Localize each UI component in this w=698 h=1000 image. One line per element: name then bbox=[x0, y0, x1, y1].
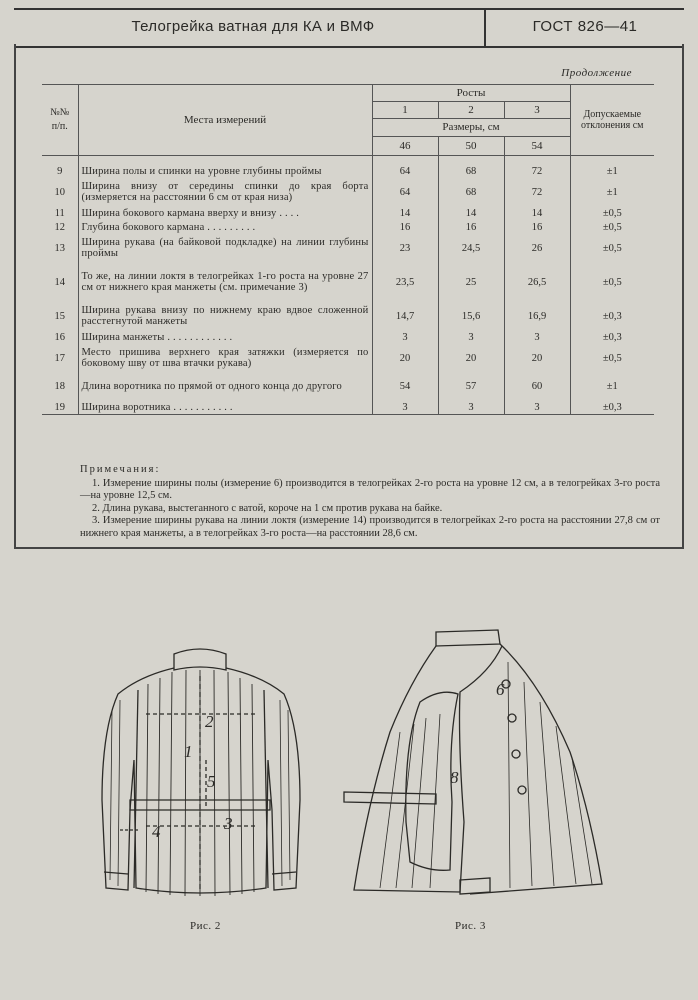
row-value-size-50: 16 bbox=[438, 220, 504, 234]
row-tolerance: ±0,3 bbox=[602, 331, 622, 343]
row-value-size-50: 14 bbox=[438, 206, 504, 220]
row-value-size-50: 3 bbox=[438, 330, 504, 344]
height-1: 1 bbox=[372, 102, 438, 119]
row-tolerance: ±0,5 bbox=[602, 207, 622, 219]
row-value-size-50: 25 bbox=[438, 262, 504, 302]
row-value-size-46: 3 bbox=[372, 330, 438, 344]
note-3: 3. Измерение ширины рукава на линии локтя (измерение 14) производится в телогрейках 2-го роста на расстоянии 27,8 см от нижнего края манжеты, а в телогрейках 3-го роста—на расстоянии 28,6 см. bbox=[80, 515, 660, 539]
row-value-size-54: 14 bbox=[504, 206, 570, 220]
row-value-size-50: 3 bbox=[438, 400, 504, 415]
header-title: Телогрейка ватная для КА и ВМФ bbox=[131, 18, 375, 35]
continuation-label: Продолжение bbox=[561, 67, 632, 79]
table-row bbox=[42, 372, 654, 400]
row-number: 14 bbox=[42, 262, 78, 302]
standard-number: ГОСТ 826—41 bbox=[532, 18, 638, 35]
row-number: 16 bbox=[42, 330, 78, 344]
figure-2-label-4: 4 bbox=[152, 822, 161, 841]
row-value-size-50: 20 bbox=[438, 344, 504, 372]
row-value-size-54: 72 bbox=[504, 178, 570, 206]
row-description: Ширина воротника . . . . . . . . . . . bbox=[78, 400, 372, 415]
row-number: 10 bbox=[42, 178, 78, 206]
figure-2-label-3: 3 bbox=[224, 814, 233, 833]
col-sizes-header: Размеры, см bbox=[372, 119, 570, 136]
frame-left bbox=[14, 44, 16, 549]
height-3: 3 bbox=[504, 102, 570, 119]
figure-3-caption: Рис. 3 bbox=[455, 920, 486, 932]
col-place-header: Места измерений bbox=[78, 85, 372, 156]
table-row bbox=[42, 234, 654, 262]
row-number: 11 bbox=[42, 206, 78, 220]
col-num-header: №№ п/п. bbox=[42, 85, 78, 156]
row-value-size-54: 3 bbox=[504, 330, 570, 344]
figure-2-caption: Рис. 2 bbox=[190, 920, 221, 932]
col-heights-header: Росты bbox=[372, 85, 570, 102]
row-description: Длина воротника по прямой от одного конца до другого bbox=[78, 372, 372, 400]
height-2: 2 bbox=[438, 102, 504, 119]
figure-2-label-2: 2 bbox=[205, 712, 214, 731]
row-value-size-54: 72 bbox=[504, 164, 570, 178]
col-tolerance-header: Допускаемые отклонения см bbox=[570, 85, 654, 156]
size-46: 46 bbox=[372, 136, 438, 155]
row-number: 17 bbox=[42, 344, 78, 372]
row-value-size-54: 60 bbox=[504, 372, 570, 400]
figure-2-label-1: 1 bbox=[184, 742, 193, 761]
table-row bbox=[42, 330, 654, 344]
row-tolerance: ±0,5 bbox=[602, 221, 622, 233]
row-number: 15 bbox=[42, 302, 78, 330]
row-value-size-46: 16 bbox=[372, 220, 438, 234]
figure-3-jacket-open bbox=[340, 622, 630, 917]
table-row bbox=[42, 178, 654, 206]
row-value-size-46: 20 bbox=[372, 344, 438, 372]
size-50: 50 bbox=[438, 136, 504, 155]
row-number: 19 bbox=[42, 400, 78, 415]
figure-3-label-6: 6 bbox=[496, 680, 505, 699]
row-value-size-46: 23,5 bbox=[372, 262, 438, 302]
row-value-size-46: 64 bbox=[372, 164, 438, 178]
row-value-size-54: 16 bbox=[504, 220, 570, 234]
table-row bbox=[42, 344, 654, 372]
notes-block bbox=[80, 464, 660, 540]
row-value-size-46: 64 bbox=[372, 178, 438, 206]
measurements-table bbox=[42, 84, 654, 415]
row-tolerance: ±0,5 bbox=[602, 352, 622, 364]
row-tolerance: ±1 bbox=[606, 380, 618, 392]
row-description: Ширина рукава (на байковой подкладке) на линии глубины проймы bbox=[78, 234, 372, 262]
row-value-size-46: 14,7 bbox=[372, 302, 438, 330]
table-row bbox=[42, 206, 654, 220]
row-value-size-46: 54 bbox=[372, 372, 438, 400]
row-number: 13 bbox=[42, 234, 78, 262]
row-value-size-54: 3 bbox=[504, 400, 570, 415]
row-number: 12 bbox=[42, 220, 78, 234]
row-value-size-50: 57 bbox=[438, 372, 504, 400]
table-row bbox=[42, 164, 654, 178]
row-value-size-54: 20 bbox=[504, 344, 570, 372]
row-value-size-50: 24,5 bbox=[438, 234, 504, 262]
table-row bbox=[42, 220, 654, 234]
row-description: Ширина рукава внизу по нижнему краю вдвое сложенной расстегнутой манжеты bbox=[78, 302, 372, 330]
row-description: Ширина полы и спинки на уровне глубины проймы bbox=[78, 164, 372, 178]
page-header bbox=[14, 8, 684, 48]
row-value-size-54: 16,9 bbox=[504, 302, 570, 330]
row-number: 9 bbox=[42, 164, 78, 178]
row-value-size-46: 14 bbox=[372, 206, 438, 220]
table-row bbox=[42, 262, 654, 302]
row-value-size-50: 68 bbox=[438, 178, 504, 206]
table-row bbox=[42, 302, 654, 330]
row-description: Глубина бокового кармана . . . . . . . . . bbox=[78, 220, 372, 234]
row-tolerance: ±1 bbox=[606, 165, 618, 177]
figure-3-label-8: 8 bbox=[450, 768, 459, 787]
row-tolerance: ±0,5 bbox=[602, 242, 622, 254]
size-54: 54 bbox=[504, 136, 570, 155]
row-number: 18 bbox=[42, 372, 78, 400]
row-value-size-54: 26 bbox=[504, 234, 570, 262]
table-row bbox=[42, 400, 654, 415]
row-tolerance: ±1 bbox=[606, 186, 618, 198]
figure-2-label-5: 5 bbox=[207, 772, 216, 791]
row-description: Ширина внизу от середины спинки до края борта (измеряется на расстоянии 6 см от края низа) bbox=[78, 178, 372, 206]
row-description: Ширина манжеты . . . . . . . . . . . . bbox=[78, 330, 372, 344]
row-value-size-46: 23 bbox=[372, 234, 438, 262]
note-2: 2. Длина рукава, выстеганного с ватой, короче на 1 см против рукава на байке. bbox=[92, 502, 443, 514]
row-description: То же, на линии локтя в телогрейках 1-го роста на уровне 27 см от нижнего края манжеты (см. примечание 3) bbox=[78, 262, 372, 302]
header-divider bbox=[484, 10, 486, 46]
figure-2-jacket-front bbox=[90, 640, 310, 910]
frame-right bbox=[682, 44, 684, 549]
row-tolerance: ±0,3 bbox=[602, 310, 622, 322]
row-value-size-46: 3 bbox=[372, 400, 438, 415]
row-value-size-54: 26,5 bbox=[504, 262, 570, 302]
frame-bottom bbox=[14, 547, 684, 549]
row-tolerance: ±0,5 bbox=[602, 276, 622, 288]
notes-title: Примечания: bbox=[80, 464, 161, 475]
row-value-size-50: 68 bbox=[438, 164, 504, 178]
row-value-size-50: 15,6 bbox=[438, 302, 504, 330]
row-tolerance: ±0,3 bbox=[570, 400, 654, 415]
row-description: Место пришива верхнего края затяжки (измеряется по боковому шву от шва втачки рукава) bbox=[78, 344, 372, 372]
note-1: 1. Измерение ширины полы (измерение 6) производится в телогрейках 2-го роста на уровне 12 см, а в телогрейках 3-го роста—на уровне 12,5 см. bbox=[80, 477, 660, 501]
row-description: Ширина бокового кармана вверху и внизу . . . . bbox=[78, 206, 372, 220]
